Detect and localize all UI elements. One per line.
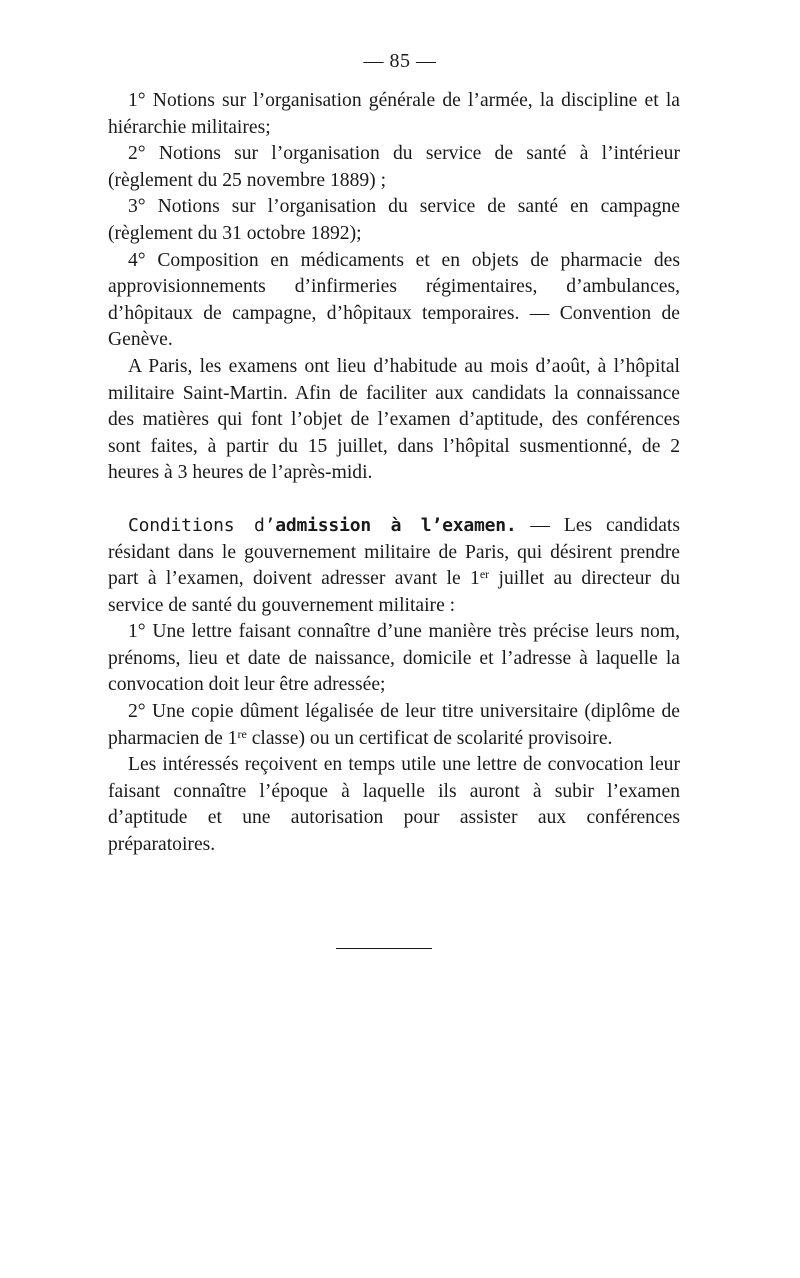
copy-item-text-end: classe) ou un certificat de scolarité provisoire. xyxy=(246,727,613,749)
section-heading-part-1: Conditions d’ xyxy=(128,514,276,536)
conditions-paragraph xyxy=(108,513,680,619)
list-item-1: 1° Notions sur l’organisation générale de l’armée, la discipline et la hiérarchie militaires; xyxy=(108,90,680,138)
paris-paragraph: A Paris, les examens ont lieu d’habitude au mois d’août, à l’hôpital militaire Saint-Martin. Afin de faciliter aux candidats la connaissance des matières qui font l’objet de l’examen d’aptitude, des conférences sont faites, à partir du 15 juillet, dans l’hôpital susmentionné, de 2 heures à 3 heures de l’après-midi. xyxy=(108,355,680,484)
end-rule xyxy=(336,948,432,949)
list-item-2: 2° Notions sur l’organisation du service de santé à l’intérieur (règlement du 25 novembre 1889) ; xyxy=(108,143,680,191)
list-item-4: 4° Composition en médicaments et en objets de pharmacie des approvisionnements d’infirmeries régimentaires, d’ambulances, d’hôpitaux de campagne, d’hôpitaux temporaires. — Convention de Genève. xyxy=(108,249,680,351)
conditions-text: — Les candidats résidant dans le gouvernement militaire de Paris, qui désirent prendre part à l’examen, doivent adresser avant le 1 xyxy=(108,514,680,590)
body-text xyxy=(108,88,680,859)
section-heading-part-2: admission à l’examen. xyxy=(275,514,517,536)
conditions-text-end: juillet au directeur du service de santé du gouvernement militaire : xyxy=(108,568,681,616)
copy-item xyxy=(108,699,680,752)
final-paragraph: Les intéressés reçoivent en temps utile une lettre de convocation leur faisant connaître l’époque à laquelle ils auront à subir l’examen d’aptitude et une autorisation pour assister aux conférences préparatoires. xyxy=(108,754,680,856)
page-number: — 85 — xyxy=(363,50,437,72)
list-item-3: 3° Notions sur l’organisation du service de santé en campagne (règlement du 31 octobre 1892); xyxy=(108,196,680,244)
superscript-re: re xyxy=(237,726,247,741)
superscript-er: er xyxy=(479,567,490,582)
letter-item: 1° Une lettre faisant connaître d’une manière très précise leurs nom, prénoms, lieu et date de naissance, domicile et l’adresse à laquelle la convocation doit leur être adressée; xyxy=(108,621,680,696)
copy-item-text: 2° Une copie dûment légalisée de leur titre universitaire (diplôme de pharmacien de 1 xyxy=(108,701,680,749)
